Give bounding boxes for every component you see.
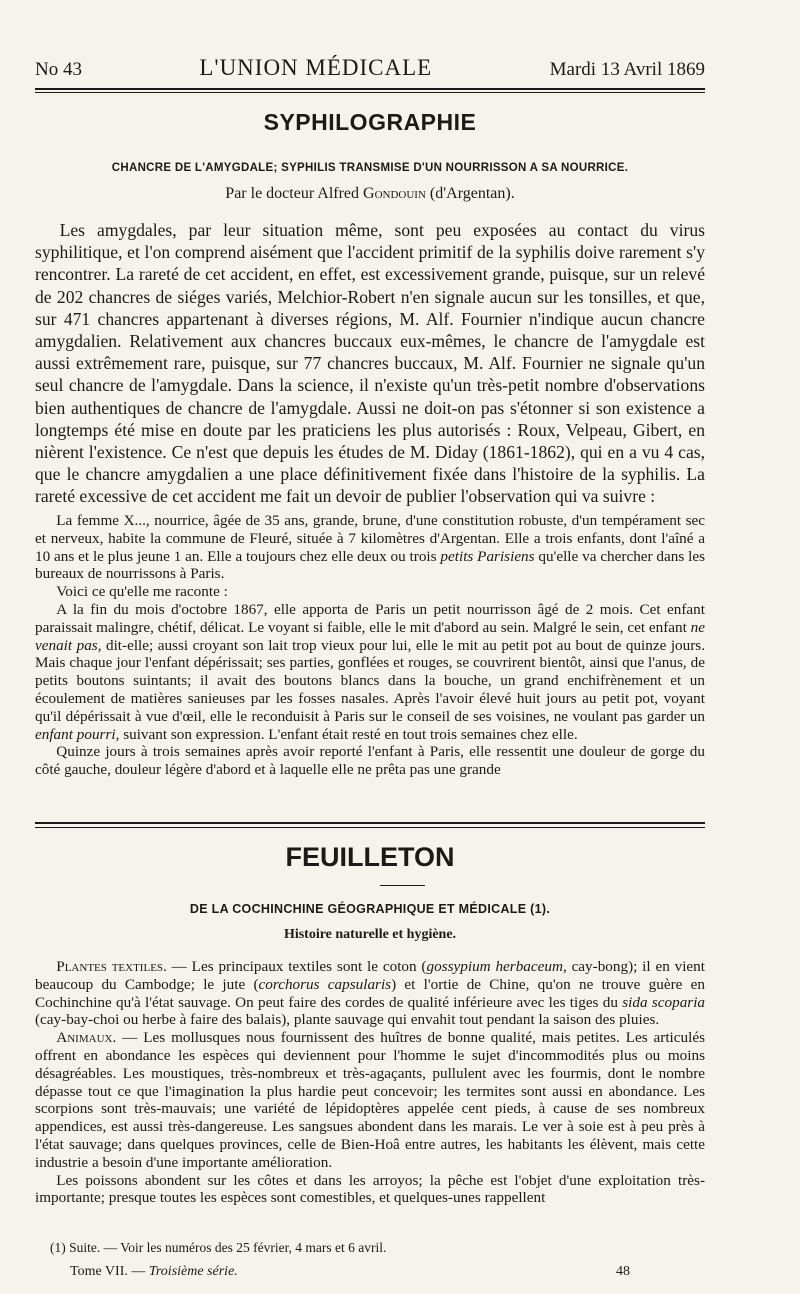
case-paragraph-2: Voici ce qu'elle me raconte :: [56, 583, 228, 601]
header-rule: [35, 88, 705, 90]
case-paragraph-3: A la fin du mois d'octobre 1867, elle apporta de Paris un petit nourrisson âgé de 2 mois. Cet enfant paraissait malingre, chétif, délicat. Le voyant si faible, elle le mit d'abord au sein. Malgré le sein, cet enfant ne venait pas, dit-elle; aussi croyant son lait trop vieux pour lui, elle le mit au petit pot au bout de quinze jours. Mais chaque jour l'enfant dépérissait; ses parties, gonflées et rouges, se couvrirent bientôt, ainsi que l'anus, de petits boutons suintants; il avait des boutons blancs dans la bouche, un grand enchifrènement et un écoulement de matières sanieuses par les fosses nasales. Après l'avoir élevé huit jours au petit pot, voyant qu'il dépérissait à vue d'œil, elle le reconduisit à Paris sur le conseil de ses voisines, ne voulant pas garder un enfant pourri, suivant son expression. L'enfant était resté en tout trois semaines chez elle.: [35, 600, 705, 743]
article-intro: [35, 219, 705, 508]
section-title-feuilleton: FEUILLETON: [285, 842, 455, 872]
case-report: [35, 512, 705, 779]
section-short-rule: [380, 885, 425, 886]
author-location: (d'Argentan).: [429, 185, 515, 202]
feuilleton-subtitle: Histoire naturelle et hygiène.: [283, 927, 457, 942]
page-number: 48: [616, 1264, 630, 1279]
journal-title: L'UNION MÉDICALE: [199, 55, 433, 80]
byline: [35, 185, 705, 203]
feuilleton-body: [35, 958, 705, 1207]
plantes-paragraph: Plantes textiles. — Les principaux textiles sont le coton (gossypium herbaceum, cay-bong); il en vient beaucoup du Cambodge; le jute (corchorus capsularis) et l'ortie de Chine, qu'on ne trouve guère en Cochinchine qu'à l'état sauvage. On peut faire des cordes de qualité inférieure avec les tiges du sida scoparia (cay-bay-choi ou herbe à faire des balais), plante sauvage qui envahit tout pendant la saison des pluies.: [35, 958, 706, 1029]
page-header: [35, 55, 705, 85]
byline-prefix: Par le docteur Alfred: [225, 185, 360, 202]
case-paragraph-4: Quinze jours à trois semaines après avoir reporté l'enfant à Paris, elle ressentit une douleur de gorge du côté gauche, douleur légère d'abord et à laquelle elle ne prêta pas une grande: [35, 743, 705, 779]
footnote: (1) Suite. — Voir les numéros des 25 février, 4 mars et 6 avril.: [50, 1240, 387, 1255]
page-footer: [70, 1264, 630, 1280]
issue-number: No 43: [35, 59, 82, 80]
issue-date: Mardi 13 Avril 1869: [549, 59, 705, 80]
case-paragraph-1: La femme X..., nourrice, âgée de 35 ans, grande, brune, d'une constitution robuste, d'un tempérament sec et nerveux, habite la commune de Fleuré, située à 7 kilomètres d'Argentan. Elle a trois enfants, dont l'aîné a 10 ans et le plus jeune 1 an. Elle a toujours chez elle deux ou trois petits Parisiens qu'elle va chercher dans les bureaux de nourrissons à Paris.: [35, 512, 706, 583]
feuilleton-rule: [35, 822, 705, 824]
header-rule-thin: [35, 92, 705, 93]
section-title-syphilographie: SYPHILOGRAPHIE: [263, 109, 477, 135]
animaux-paragraph: Animaux. — Les mollusques nous fournissent des huîtres de bonne qualité, mais petites. Les articulés offrent en abondance les espèces qui deviennent pour l'homme le sujet d'incommodités plus ou moins désagréables. Les moustiques, très-nombreux et très-agaçants, pullulent avec les fourmis, dont le nombre dépasse tout ce que l'imagination la plus hardie peut concevoir; les termites sont aussi en abondance. Les scorpions sont très-mauvais; une variété de lépidoptères appelée cent pieds, à cause de ses nombreux appendices, est aussi très-dangereuse. Les sangsues abondent dans les marais. Le ver à soie est à peu près à l'état sauvage; dans quelques provinces, celle de Bien-Hoâ entre autres, les habitants les élèvent, mais cette industrie a besoin d'une importante amélioration.: [35, 1029, 705, 1171]
author-name: Gondouin: [363, 185, 426, 202]
intro-paragraph: Les amygdales, par leur situation même, sont peu exposées au contact du virus syphilitique, et l'on comprend aisément que l'accident primitif de la syphilis doive rarement s'y rencontrer. La rareté de cet accident, en effet, est excessivement grande, puisque, sur un relevé de 202 chancres de siéges variés, Melchior-Robert n'en signale aucun sur les tonsilles, et que, sur 471 chancres appartenant à diverses régions, M. Alf. Fournier n'indique aucun chancre amygdalien. Relativement aux chancres buccaux eux-mêmes, le chancre de l'amygdale est aussi extrêmement rare, puisque, sur 77 chancres buccaux, M. Alf. Fournier ne signale qu'un seul chancre de l'amygdale. Dans la science, il n'existe qu'un très-petit nombre d'observations bien authentiques de chancre de l'amygdale. Aussi ne doit-on pas s'étonner si son existence a longtemps été mise en doute par les praticiens les plus autorisés : Roux, Velpeau, Gibert, en nièrent l'existence. Ce n'est que depuis les études de M. Diday (1861-1862), qui en a vu 4 cas, que le chancre amygdalien a une place définitivement fixée dans l'histoire de la syphilis. La rareté excessive de cet accident me fait un devoir de publier l'observation qui va suivre :: [35, 220, 705, 507]
article-title: CHANCRE DE L'AMYGDALE; SYPHILIS TRANSMISE D'UN NOURRISSON A SA NOURRICE.: [111, 162, 629, 174]
poissons-paragraph: Les poissons abondent sur les côtes et dans les arroyos; la pêche est l'objet d'une exploitation très-importante; presque toutes les espèces sont comestibles, et quelques-unes rappellent: [35, 1171, 705, 1207]
feuilleton-title: DE LA COCHINCHINE GÉOGRAPHIQUE ET MÉDICALE (1).: [189, 902, 551, 916]
volume-info: Tome VII. — Troisième série.: [70, 1264, 238, 1279]
feuilleton-rule-thin: [35, 827, 705, 828]
